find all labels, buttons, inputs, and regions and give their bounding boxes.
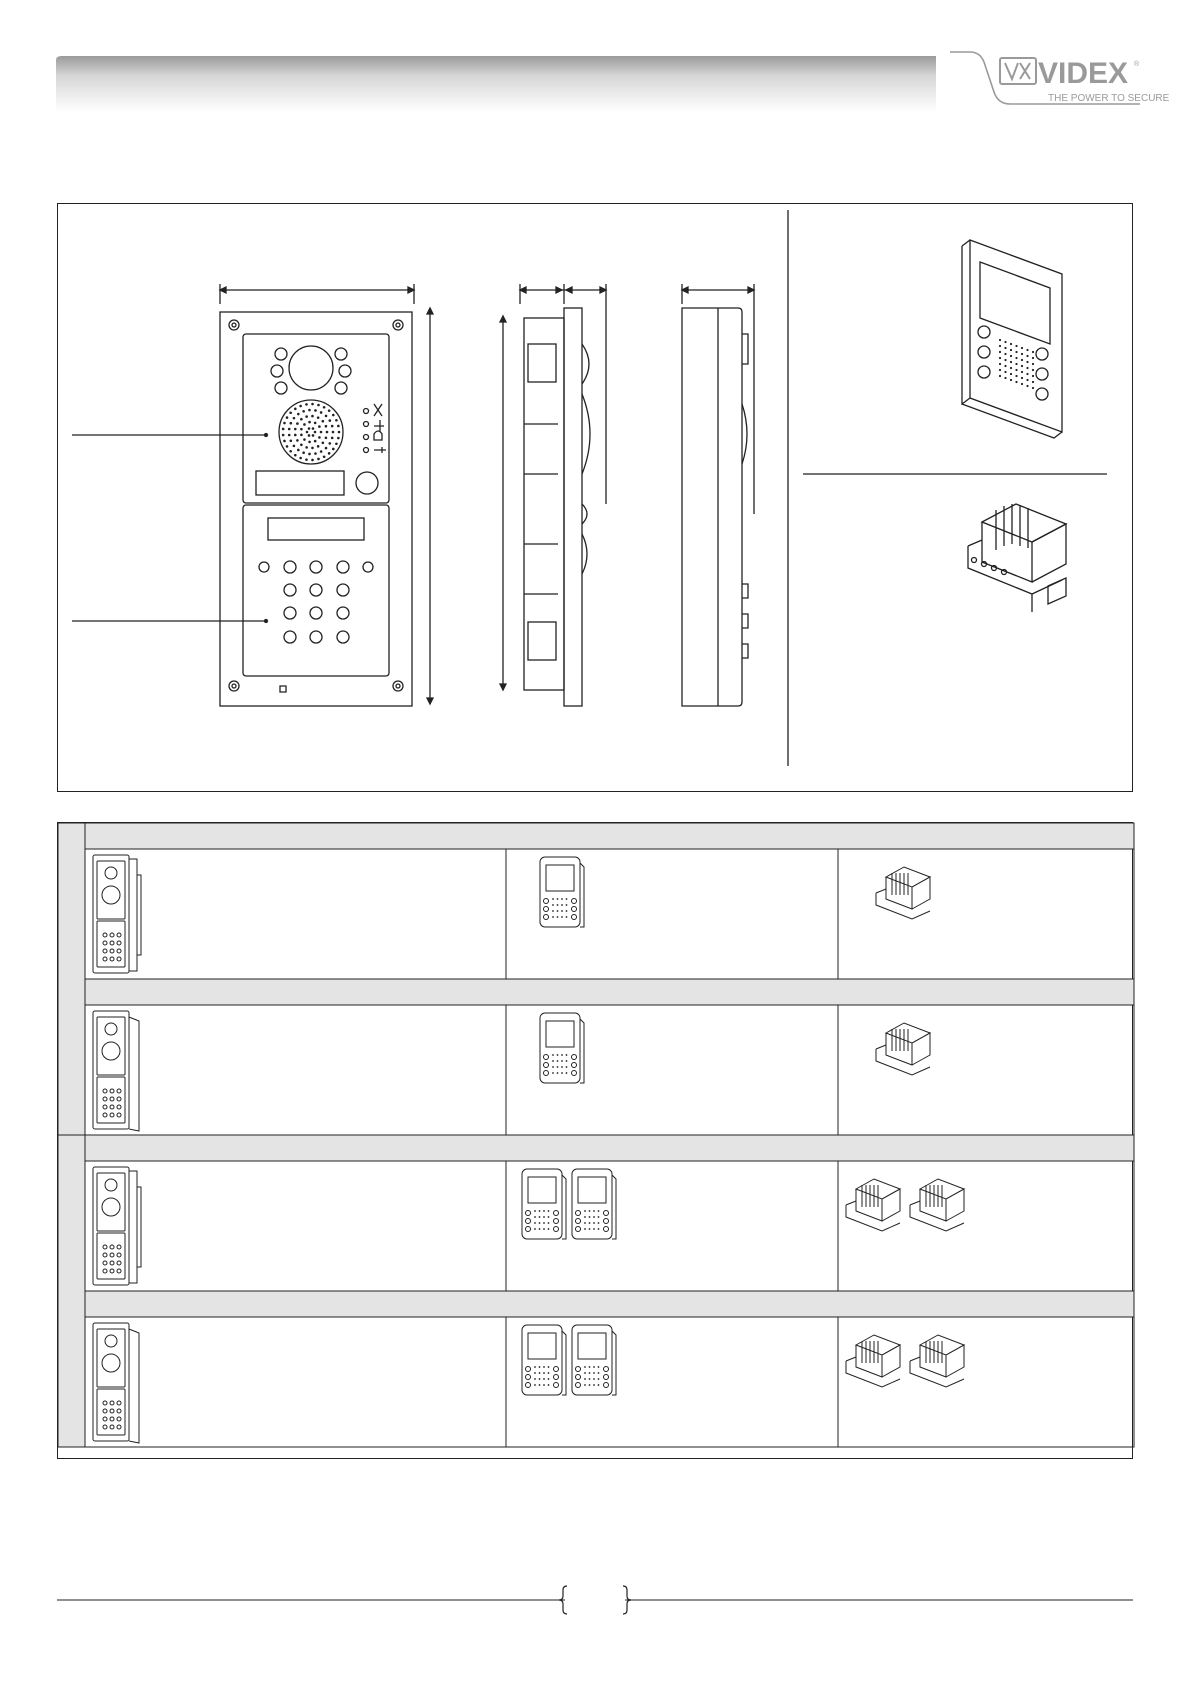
kits-table bbox=[57, 822, 1133, 1459]
front-view bbox=[72, 284, 433, 706]
kit-cell bbox=[838, 1005, 1134, 1135]
kit-row bbox=[85, 1135, 1134, 1291]
video-monitor-x2-icon bbox=[522, 1169, 616, 1239]
videx-logo-mark bbox=[1000, 58, 1036, 84]
entrance-panel-surface-icon bbox=[93, 1011, 139, 1131]
video-monitor-icon bbox=[540, 1013, 584, 1083]
kit-cell bbox=[838, 849, 1134, 979]
footer bbox=[57, 1580, 1133, 1620]
kit-header-bar bbox=[85, 1135, 1134, 1161]
kit-header-bar bbox=[85, 1291, 1134, 1317]
side-view-with-backbox bbox=[500, 284, 606, 706]
svg-text:®: ® bbox=[1134, 61, 1140, 68]
kit-cell bbox=[838, 1161, 1134, 1291]
video-monitor-x2-icon bbox=[522, 1325, 616, 1395]
technical-drawing bbox=[58, 204, 1134, 793]
kit-group-side bbox=[58, 1135, 85, 1447]
video-monitor-icon bbox=[540, 857, 584, 927]
kit-row bbox=[85, 979, 1134, 1135]
header-bar bbox=[56, 56, 936, 112]
video-monitor-drawing bbox=[962, 240, 1062, 438]
power-supply-x2-icon bbox=[846, 1335, 964, 1387]
kits-grid bbox=[58, 823, 1134, 1460]
power-supply-x2-icon bbox=[846, 1179, 964, 1231]
entrance-panel-surface-icon bbox=[93, 1323, 139, 1443]
videx-logo bbox=[950, 52, 1170, 116]
tagline: THE POWER TO SECURE bbox=[1048, 93, 1170, 104]
kit-cell bbox=[85, 1161, 506, 1291]
kit-cell bbox=[506, 1005, 838, 1135]
kit-row bbox=[85, 1291, 1134, 1447]
kit-header-bar bbox=[85, 979, 1134, 1005]
entrance-panel-flush-icon bbox=[93, 1167, 141, 1285]
entrance-panel-flush-icon bbox=[93, 855, 141, 973]
kit-row bbox=[85, 823, 1134, 979]
power-supply-icon bbox=[876, 867, 930, 919]
logo-text: VIDEX bbox=[1038, 57, 1129, 90]
kit-cell bbox=[85, 1005, 506, 1135]
kit-cell bbox=[838, 1317, 1134, 1447]
power-supply-icon bbox=[876, 1023, 930, 1075]
kit-group-side bbox=[58, 823, 85, 1135]
kit-cell bbox=[85, 849, 506, 979]
speaker-grille bbox=[282, 403, 340, 462]
side-view-surface bbox=[682, 284, 754, 706]
kit-cell bbox=[506, 849, 838, 979]
kit-cell bbox=[85, 1317, 506, 1447]
diagram-panel bbox=[57, 203, 1133, 792]
kit-header-bar bbox=[85, 823, 1134, 849]
power-supply-drawing bbox=[968, 504, 1066, 612]
